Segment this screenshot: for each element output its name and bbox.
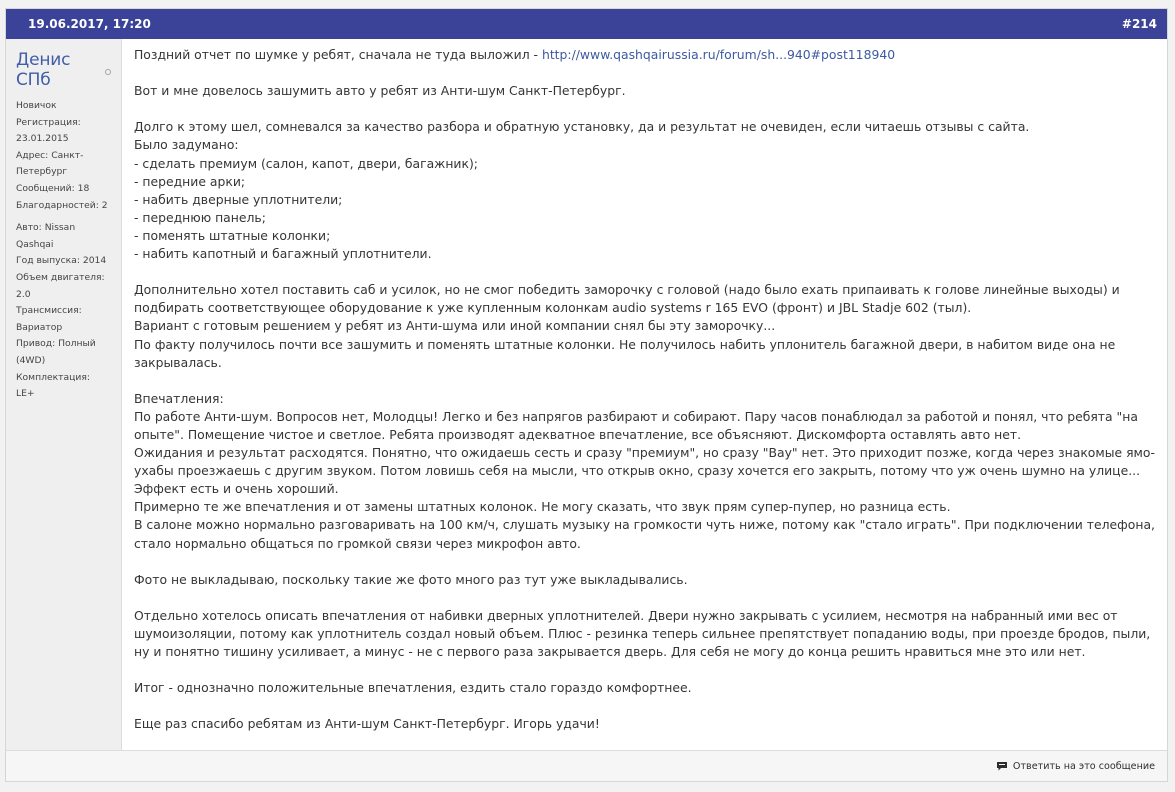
post-line: Примерно те же впечатления и от замены штатных колонок. Не могу сказать, что звук прям супер-пупер, но разница есть. (133, 499, 951, 515)
post-line: По работе Анти-шум. Вопросов нет, Молодцы! Легко и без напрягов разбирают и собирают. Пару часов понаблюдал за работой и понял, что ребята "на (133, 408, 1138, 424)
post-line: - сделать премиум (салон, капот, двери, багажник); (133, 155, 478, 171)
user-messages: Сообщений: 18 (16, 182, 90, 194)
user-trim: Комплектация: LE+ (16, 371, 90, 400)
post-line (134, 589, 1155, 607)
post-line (134, 661, 1155, 679)
post-line: По факту получилось почти все зашумить и поменять штатные колонки. Не получилось набить уплонитель багажной двери, в набитом виде она не (133, 336, 1116, 352)
user-line (16, 50, 111, 90)
post-line: ну и понятно тишину усиливает, а минус - не с первого раза закрывается дверь. Для себя не могу до конца решить нравиться мне это или нет. (133, 644, 1086, 660)
post-line (134, 697, 1155, 715)
post-date: 19.06.2017, 17:20 (28, 17, 151, 31)
post-line: Еще раз спасибо ребятам из Анти-шум Санкт-Петербург. Игорь удачи! (133, 716, 600, 732)
user-address: Адрес: Санкт-Петербург (16, 149, 84, 178)
user-sidebar (6, 39, 122, 750)
post-line: стало нормально общаться по громкой связи через микрофон авто. (133, 535, 581, 551)
post-line (134, 372, 1155, 390)
user-rank: Новичок (16, 100, 57, 111)
post-header (6, 9, 1167, 39)
post-line: - поменять штатные колонки; (133, 227, 331, 243)
post-line: Итог - однозначно положительные впечатления, ездить стало гораздо комфортнее. (133, 680, 692, 696)
post-line: Впечатления: (133, 390, 224, 406)
post-line: Вот и мне довелось зашумить авто у ребят из Анти-шум Санкт-Петербург. (133, 83, 626, 99)
post-line: Дополнительно хотел поставить саб и усилок, но не смог победить заморочку с головой (надо было ехать припаивать к голове линейные выходы) и (133, 282, 1120, 298)
post-line: - набить дверные уплотнители; (133, 191, 343, 207)
intro-text: Поздний отчет по шумке у ребят, сначала не туда выложил - (133, 47, 542, 62)
user-registration: Регистрация: 23.01.2015 (16, 116, 81, 145)
user-drive: Привод: Полный (4WD) (16, 338, 96, 366)
post-line: - переднюю панель; (133, 209, 266, 225)
post-line (134, 553, 1155, 571)
post-number-link[interactable]: #214 (1121, 17, 1157, 31)
post-intro (134, 46, 1155, 64)
username-link[interactable]: Денис СПб (16, 50, 71, 90)
post-body-row (6, 39, 1167, 751)
post-line: закрывалась. (133, 354, 222, 370)
post-line: шумоизоляции, потому как уплотнитель создал новый объем. Плюс - резинка теперь сильнее препятствует попаданию воды, при проезде бродов, пыли, (133, 626, 1151, 641)
post-line: Вариант с готовым решением у ребят из Анти-шума или иной компании снял бы эту заморочку... (133, 318, 776, 334)
post-line: Было задумано: (133, 137, 239, 153)
user-car: Авто: Nissan Qashqai (16, 222, 76, 250)
offline-status-icon (105, 69, 111, 75)
reply-button[interactable]: Ответить на это сообщение (1012, 760, 1155, 772)
user-engine: Объем двигателя: 2.0 (16, 271, 105, 300)
forum-post (5, 8, 1168, 782)
post-line (134, 100, 1155, 118)
user-transmission: Трансмиссия: Вариатор (16, 305, 82, 333)
post-line: В салоне можно нормально разговаривать на 100 км/ч, слушать музыку на громкости чуть ниже, потому как "стало играть". При подключении телефона, (133, 517, 1155, 533)
post-footer (6, 751, 1167, 781)
post-line: - набить капотный и багажный уплотнители. (133, 246, 432, 262)
post-line (134, 263, 1155, 281)
post-line: Фото не выкладываю, поскольку такие же фото много раз тут уже выкладывались. (133, 571, 688, 587)
post-line: опыте". Помещение чистое и светлое. Ребята производят адекватное впечатление, все объясняют. Дискомфорта оставлять авто нет. (133, 426, 1022, 442)
post-line (134, 64, 1155, 82)
speech-bubble-icon[interactable] (996, 760, 1008, 772)
post-lines (134, 64, 1155, 733)
post-line: - передние арки; (133, 173, 246, 189)
post-line: ухабы проезжаешь с другим звуком. Потом ловишь себя на мысли, что открыв окно, сразу хочется его закрыть, потому что уж очень шумно на улице... (133, 463, 1141, 479)
post-line: Долго к этому шел, сомневался за качество разбора и обратную установку, да и результат не очевиден, если читаешь отзывы с сайта. (133, 119, 1030, 135)
user-thanks: Благодарностей: 2 (16, 199, 108, 211)
post-line: Эффект есть и очень хороший. (133, 481, 339, 497)
forum-link[interactable]: http://www.qashqairussia.ru/forum/sh...940#post118940 (541, 47, 896, 62)
post-line: Отдельно хотелось описать впечатления от набивки дверных уплотнителей. Двери нужно закрывать с усилием, несмотря на набранный ими вес от (133, 607, 1118, 623)
post-line: Ожидания и результат расходятся. Понятно, что ожидаешь сесть и сразу "премиум", но сразу "Вау" нет. Это приходит позже, когда через знакомые ямо- (133, 445, 1155, 461)
post-content (122, 39, 1167, 750)
user-car-year: Год выпуска: 2014 (16, 255, 107, 267)
post-line: подбирать соответствующее оборудование к уже купленным колонкам audio systems r 165 EVO (фронт) и JBL Stadje 602 (тыл). (133, 300, 972, 316)
